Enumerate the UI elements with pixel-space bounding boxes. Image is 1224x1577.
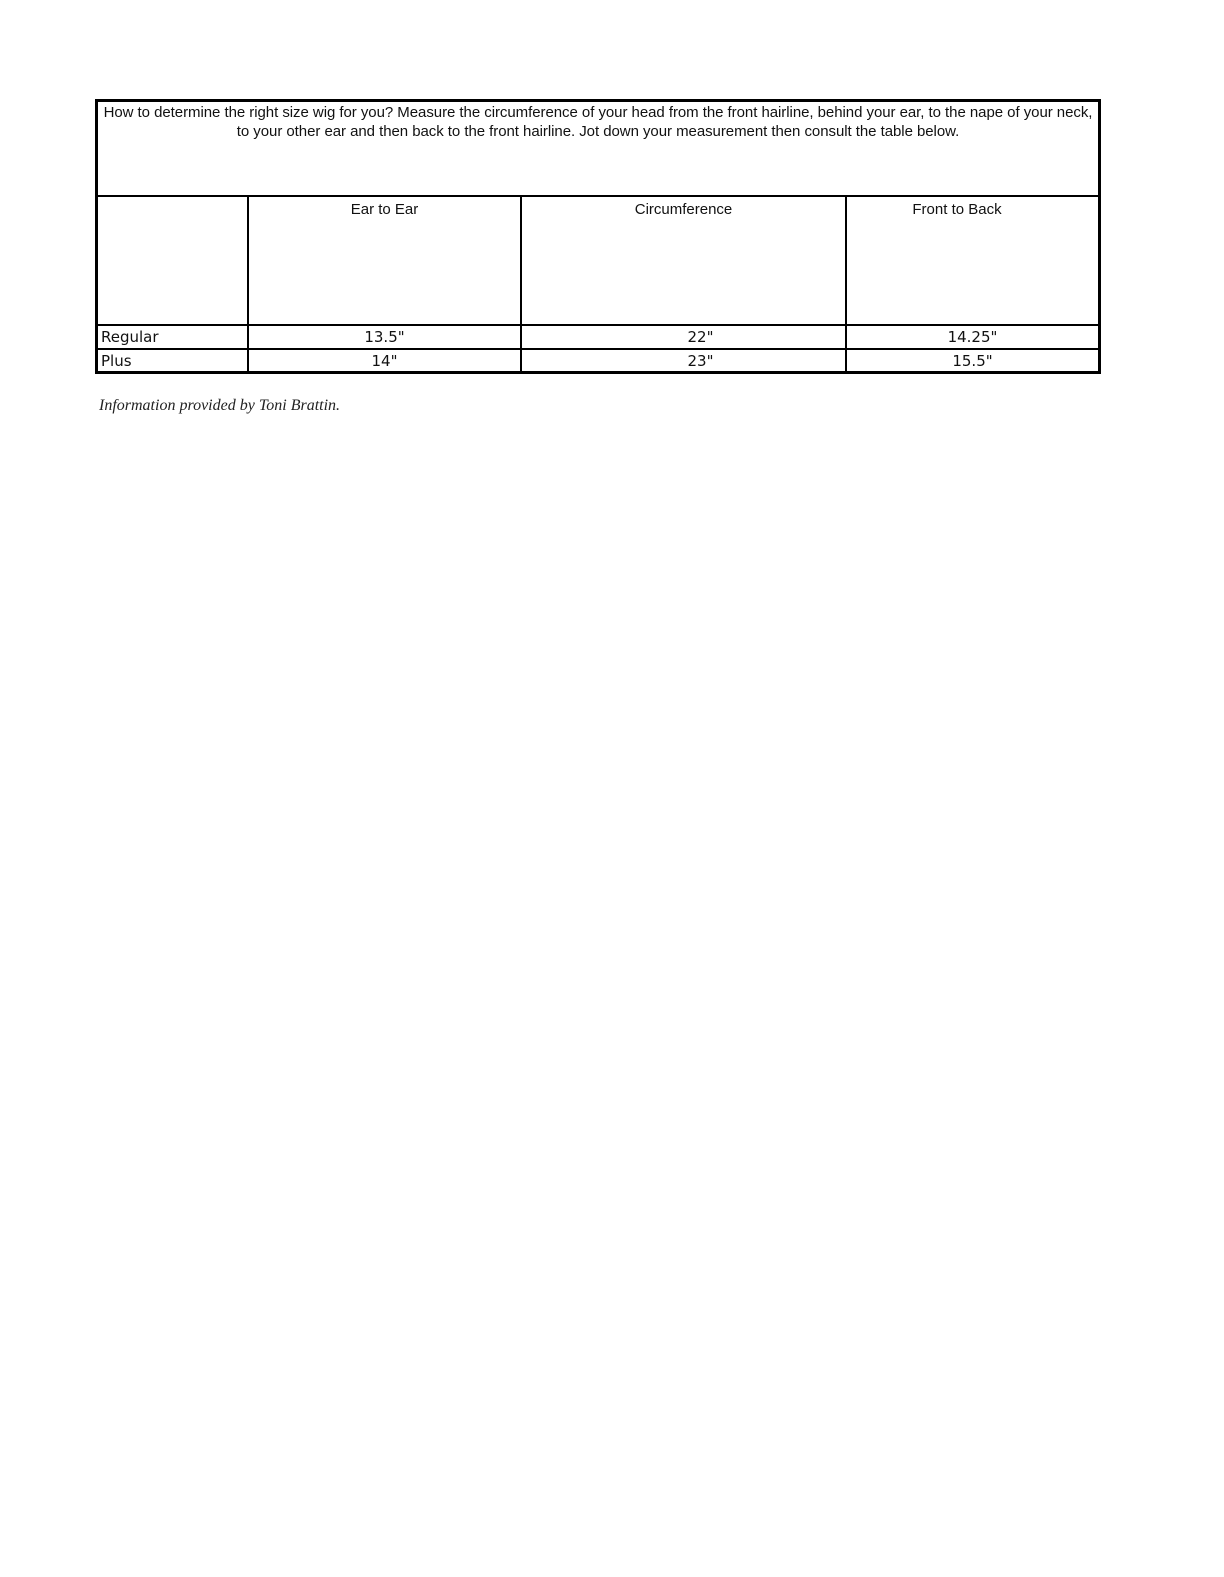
credit-note: Information provided by Toni Brattin. bbox=[99, 397, 341, 414]
instructions-text: How to determine the right size wig for you? Measure the circumference of your head from the front hairline, behind your ear, to the nape of your neck, to your other ear and then back to the front hairline. Jot down your measurement then consult the table below. bbox=[98, 102, 1098, 197]
cell-plus-front-to-back: 15.5" bbox=[952, 352, 993, 370]
cell-plus-ear-to-ear: 14" bbox=[371, 352, 398, 370]
cell-regular-front-to-back: 14.25" bbox=[947, 328, 998, 346]
cell-plus-circumference: 23" bbox=[687, 352, 714, 370]
size-chart-table bbox=[95, 99, 1101, 374]
cell-regular-circumference: 22" bbox=[687, 328, 714, 346]
row-label-plus: Plus bbox=[101, 352, 132, 370]
column-header-front-to-back: Front to Back bbox=[912, 201, 1002, 218]
row-label-regular: Regular bbox=[101, 328, 159, 346]
grid-line bbox=[98, 324, 1098, 326]
cell-regular-ear-to-ear: 13.5" bbox=[364, 328, 405, 346]
column-header-circumference: Circumference bbox=[634, 201, 733, 218]
column-header-ear-to-ear: Ear to Ear bbox=[350, 201, 419, 218]
grid-line bbox=[98, 348, 1098, 350]
